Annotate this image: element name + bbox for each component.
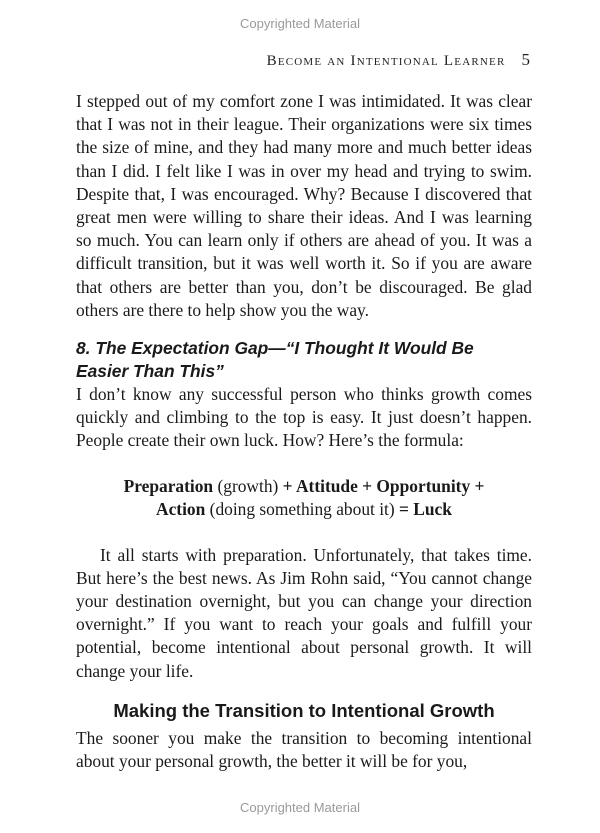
- formula-equals: =: [399, 499, 414, 520]
- paragraph-transition: The sooner you make the transition to becoming intentional about your personal growth, the better it will be for you,: [76, 727, 532, 772]
- paragraph-growth: I don’t know any successful person who thinks growth comes quickly and climbing to the top is easy. It just doesn’t happen. People create their own luck. How? Here’s the formula:: [76, 384, 532, 451]
- formula-plus-1: +: [282, 475, 296, 496]
- formula-action: Action: [156, 499, 206, 520]
- subheading-line-1: 8. The Expectation Gap—“I Thought It Would Be: [76, 338, 474, 359]
- formula-attitude: Attitude: [295, 475, 358, 496]
- formula-line-1: [76, 475, 532, 499]
- formula-preparation-note: (growth): [213, 475, 283, 496]
- section-heading: Making the Transition to Intentional Growth: [113, 699, 495, 721]
- copyright-watermark-top: Copyrighted Material: [240, 16, 360, 31]
- page-number: 5: [521, 50, 530, 69]
- formula-luck: Luck: [413, 499, 452, 520]
- page-body: [76, 90, 532, 773]
- luck-formula: [76, 475, 532, 522]
- formula-action-note: (doing something about it): [205, 499, 400, 520]
- subheading-expectation-gap: [76, 337, 532, 383]
- formula-plus-3: +: [470, 475, 485, 496]
- chapter-title: Become an Intentional Learner: [266, 53, 506, 69]
- running-head: [267, 50, 530, 70]
- subheading-line-2: Easier Than This”: [76, 361, 224, 382]
- formula-line-2: [76, 498, 532, 522]
- copyright-watermark-bottom: Copyrighted Material: [240, 800, 360, 815]
- paragraph-preparation: It all starts with preparation. Unfortunately, that takes time. But here’s the best news. As Jim Rohn said, “You cannot change your destination overnight, but you can change your direction overnight.” If you want to reach your goals and fulfill your potential, become intentional about personal growth. It will change your life.: [76, 544, 532, 681]
- paragraph-continued: I stepped out of my comfort zone I was intimidated. It was clear that I was not in their league. Their organizations were six times the size of mine, and they had many more and much better ideas than I did. I felt like I was in over my head and trying to swim. Despite that, I was encouraged. Why? Because I discovered that great men were willing to share their ideas. And I was learning so much. You can learn only if others are ahead of you. It was a difficult transition, but it was well worth it. So if you are aware that others are better than you, don’t be discouraged. Be glad others are there to help show you the way.: [76, 91, 532, 320]
- formula-preparation: Preparation: [123, 475, 214, 496]
- formula-plus-2: +: [357, 475, 377, 496]
- formula-opportunity: Opportunity: [376, 475, 471, 496]
